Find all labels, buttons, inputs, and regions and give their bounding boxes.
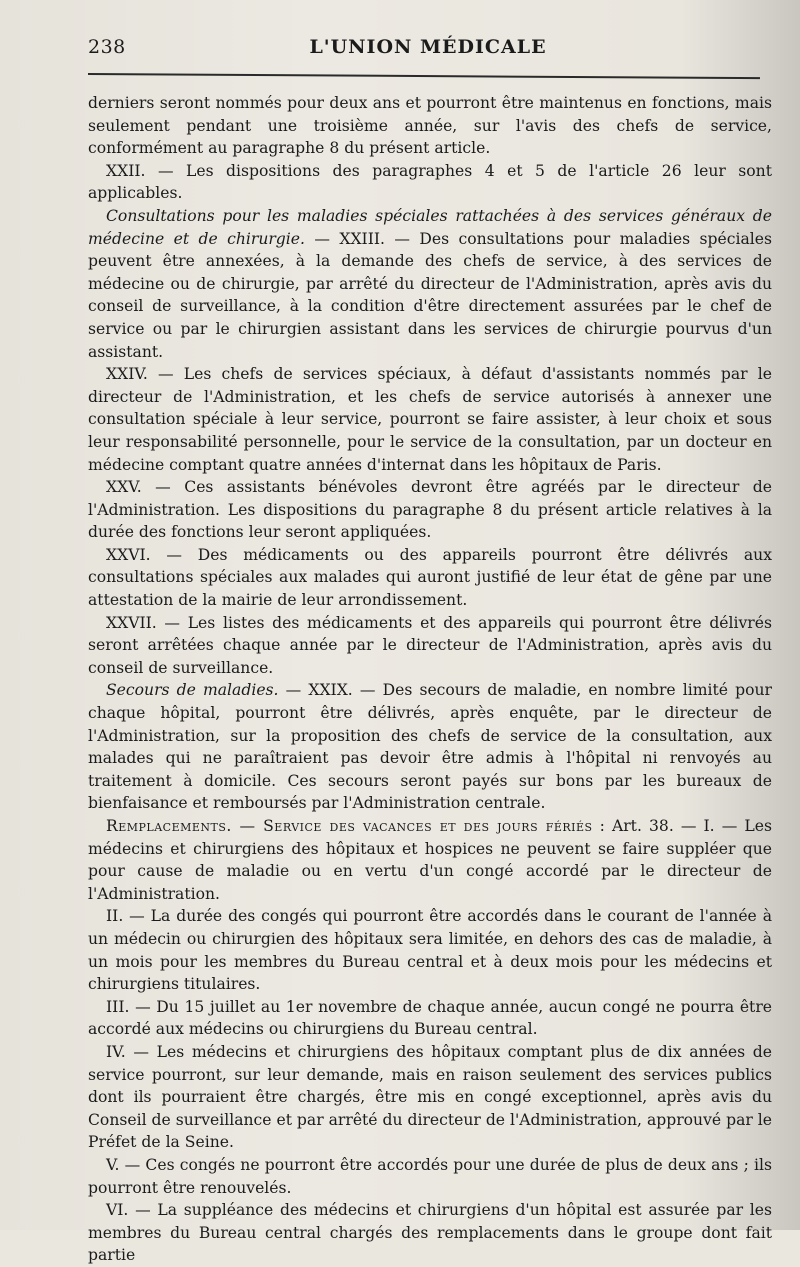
paragraph-v xyxy=(88,1154,772,1199)
paragraph-text: III. — Du 15 juillet au 1er novembre de chaque année, aucun congé ne pourra être accordé aux médecins ou chirurgiens du Bureau central. xyxy=(88,997,772,1039)
paragraph-text: derniers seront nommés pour deux ans et pourront être maintenus en fonctions, mais seulement pendant une troisième année, sur l'avis des chefs de service, conformément au paragraphe 8 du présent article. xyxy=(88,94,772,158)
section-heading: Secours de maladies. xyxy=(106,681,279,700)
article-body xyxy=(88,92,772,1267)
paragraph-xxvi xyxy=(88,544,772,612)
paragraph-text: XXIV. — Les chefs de services spéciaux, à défaut d'assistants nommés par le directeur de l'Administration, et les chefs de service autorisés à annexer une consultation spéciale à leur service, pourront se faire assister, à leur choix et sous leur responsabilité personnelle, pour le service de la consultation, par un docteur en médecine comptant quatre années d'internat dans les hôpitaux de Paris. xyxy=(88,365,772,474)
header-rule xyxy=(88,73,760,79)
journal-title: L'UNION MÉDICALE xyxy=(309,36,547,58)
page-number: 238 xyxy=(88,36,126,58)
section-heading: Consultations pour les maladies spéciales rattachées à des services généraux de médecine et de chirurgie. xyxy=(88,206,772,248)
paragraph-xxiv xyxy=(88,363,772,476)
paragraph-text: XXII. — Les dispositions des paragraphes 4 et 5 de l'article 26 leur sont applicables. xyxy=(88,161,772,203)
paragraph-text: II. — La durée des congés qui pourront être accordés dans le courant de l'année à un médecin ou chirurgien des hôpitaux sera limitée, en dehors des cas de maladie, à un mois pour les membres du Bureau central et à deux mois pour les médecins et chirurgiens titulaires. xyxy=(88,907,772,994)
paragraph-xxii xyxy=(88,160,772,205)
paragraph-continuation xyxy=(88,92,772,160)
paragraph-text: VI. — La suppléance des médecins et chirurgiens d'un hôpital est assurée par les membres du Bureau central chargés des remplacements dans le groupe dont fait partie xyxy=(88,1201,772,1265)
paragraph-xxiii xyxy=(88,205,772,363)
paragraph-text: — XXIII. — Des consultations pour maladies spéciales peuvent être annexées, à la demande des chefs de service, à des services de médecine ou de chirurgie, par arrêté du directeur de l'Administration, après avis du conseil de surveillance, à la condition d'être directement assurées par le chef de service ou par le chirurgien assistant dans les services de chirurgie pourvus d'un assistant. xyxy=(88,229,772,361)
paragraph-vi xyxy=(88,1199,772,1267)
paragraph-text: XXVII. — Les listes des médicaments et des appareils qui pourront être délivrés seront arrêtées chaque année par le directeur de l'Administration, après avis du conseil de surveillance. xyxy=(88,613,772,677)
paragraph-xxix xyxy=(88,679,772,815)
paragraph-text: V. — Ces congés ne pourront être accordés pour une durée de plus de deux ans ; ils pourront être renouvelés. xyxy=(88,1155,772,1197)
paragraph-ii xyxy=(88,905,772,995)
paragraph-text: : Art. 38. — I. — Les médecins et chirurgiens des hôpitaux et hospices ne peuvent se faire suppléer que pour cause de maladie ou en vertu d'un congé accordé par le directeur de l'Administration. xyxy=(88,817,772,903)
paragraph-text: XXVI. — Des médicaments ou des appareils pourront être délivrés aux consultations spéciales aux malades qui auront justifié de leur état de gêne par une attestation de la mairie de leur arrondissement. xyxy=(88,545,772,610)
paragraph-iv xyxy=(88,1041,772,1154)
paragraph-text: XXV. — Ces assistants bénévoles devront être agréés par le directeur de l'Administration. Les dispositions du paragraphe 8 du présent article relatives à la durée des fonctions leur seront appliquées. xyxy=(88,478,772,542)
paragraph-xxvii xyxy=(88,612,772,680)
paragraph-xxv xyxy=(88,476,772,544)
paragraph-text: IV. — Les médecins et chirurgiens des hôpitaux comptant plus de dix années de service pourront, sur leur demande, mais en raison seulement des services publics dont ils pourraient être chargés, être mis en congé exceptionnel, après avis du Conseil de surveillance et par arrêté du directeur de l'Administration, approuvé par le Préfet de la Seine. xyxy=(88,1042,772,1152)
section-heading: Remplacements. — Service des vacances et des jours fériés xyxy=(106,817,593,835)
paragraph-art-38-i xyxy=(88,815,772,905)
page-header xyxy=(88,36,768,66)
paragraph-iii xyxy=(88,996,772,1041)
paragraph-text: — XXIX. — Des secours de maladie, en nombre limité pour chaque hôpital, pourront être délivrés, après enquête, par le directeur de l'Administration, sur la proposition des chefs de service de la consultation, aux malades qui ne paraîtraient pas devoir être admis à l'hôpital ni renvoyés au traitement à domicile. Ces secours seront payés sur bons par les bureaux de bienfaisance et remboursés par l'Administration centrale. xyxy=(88,681,773,813)
